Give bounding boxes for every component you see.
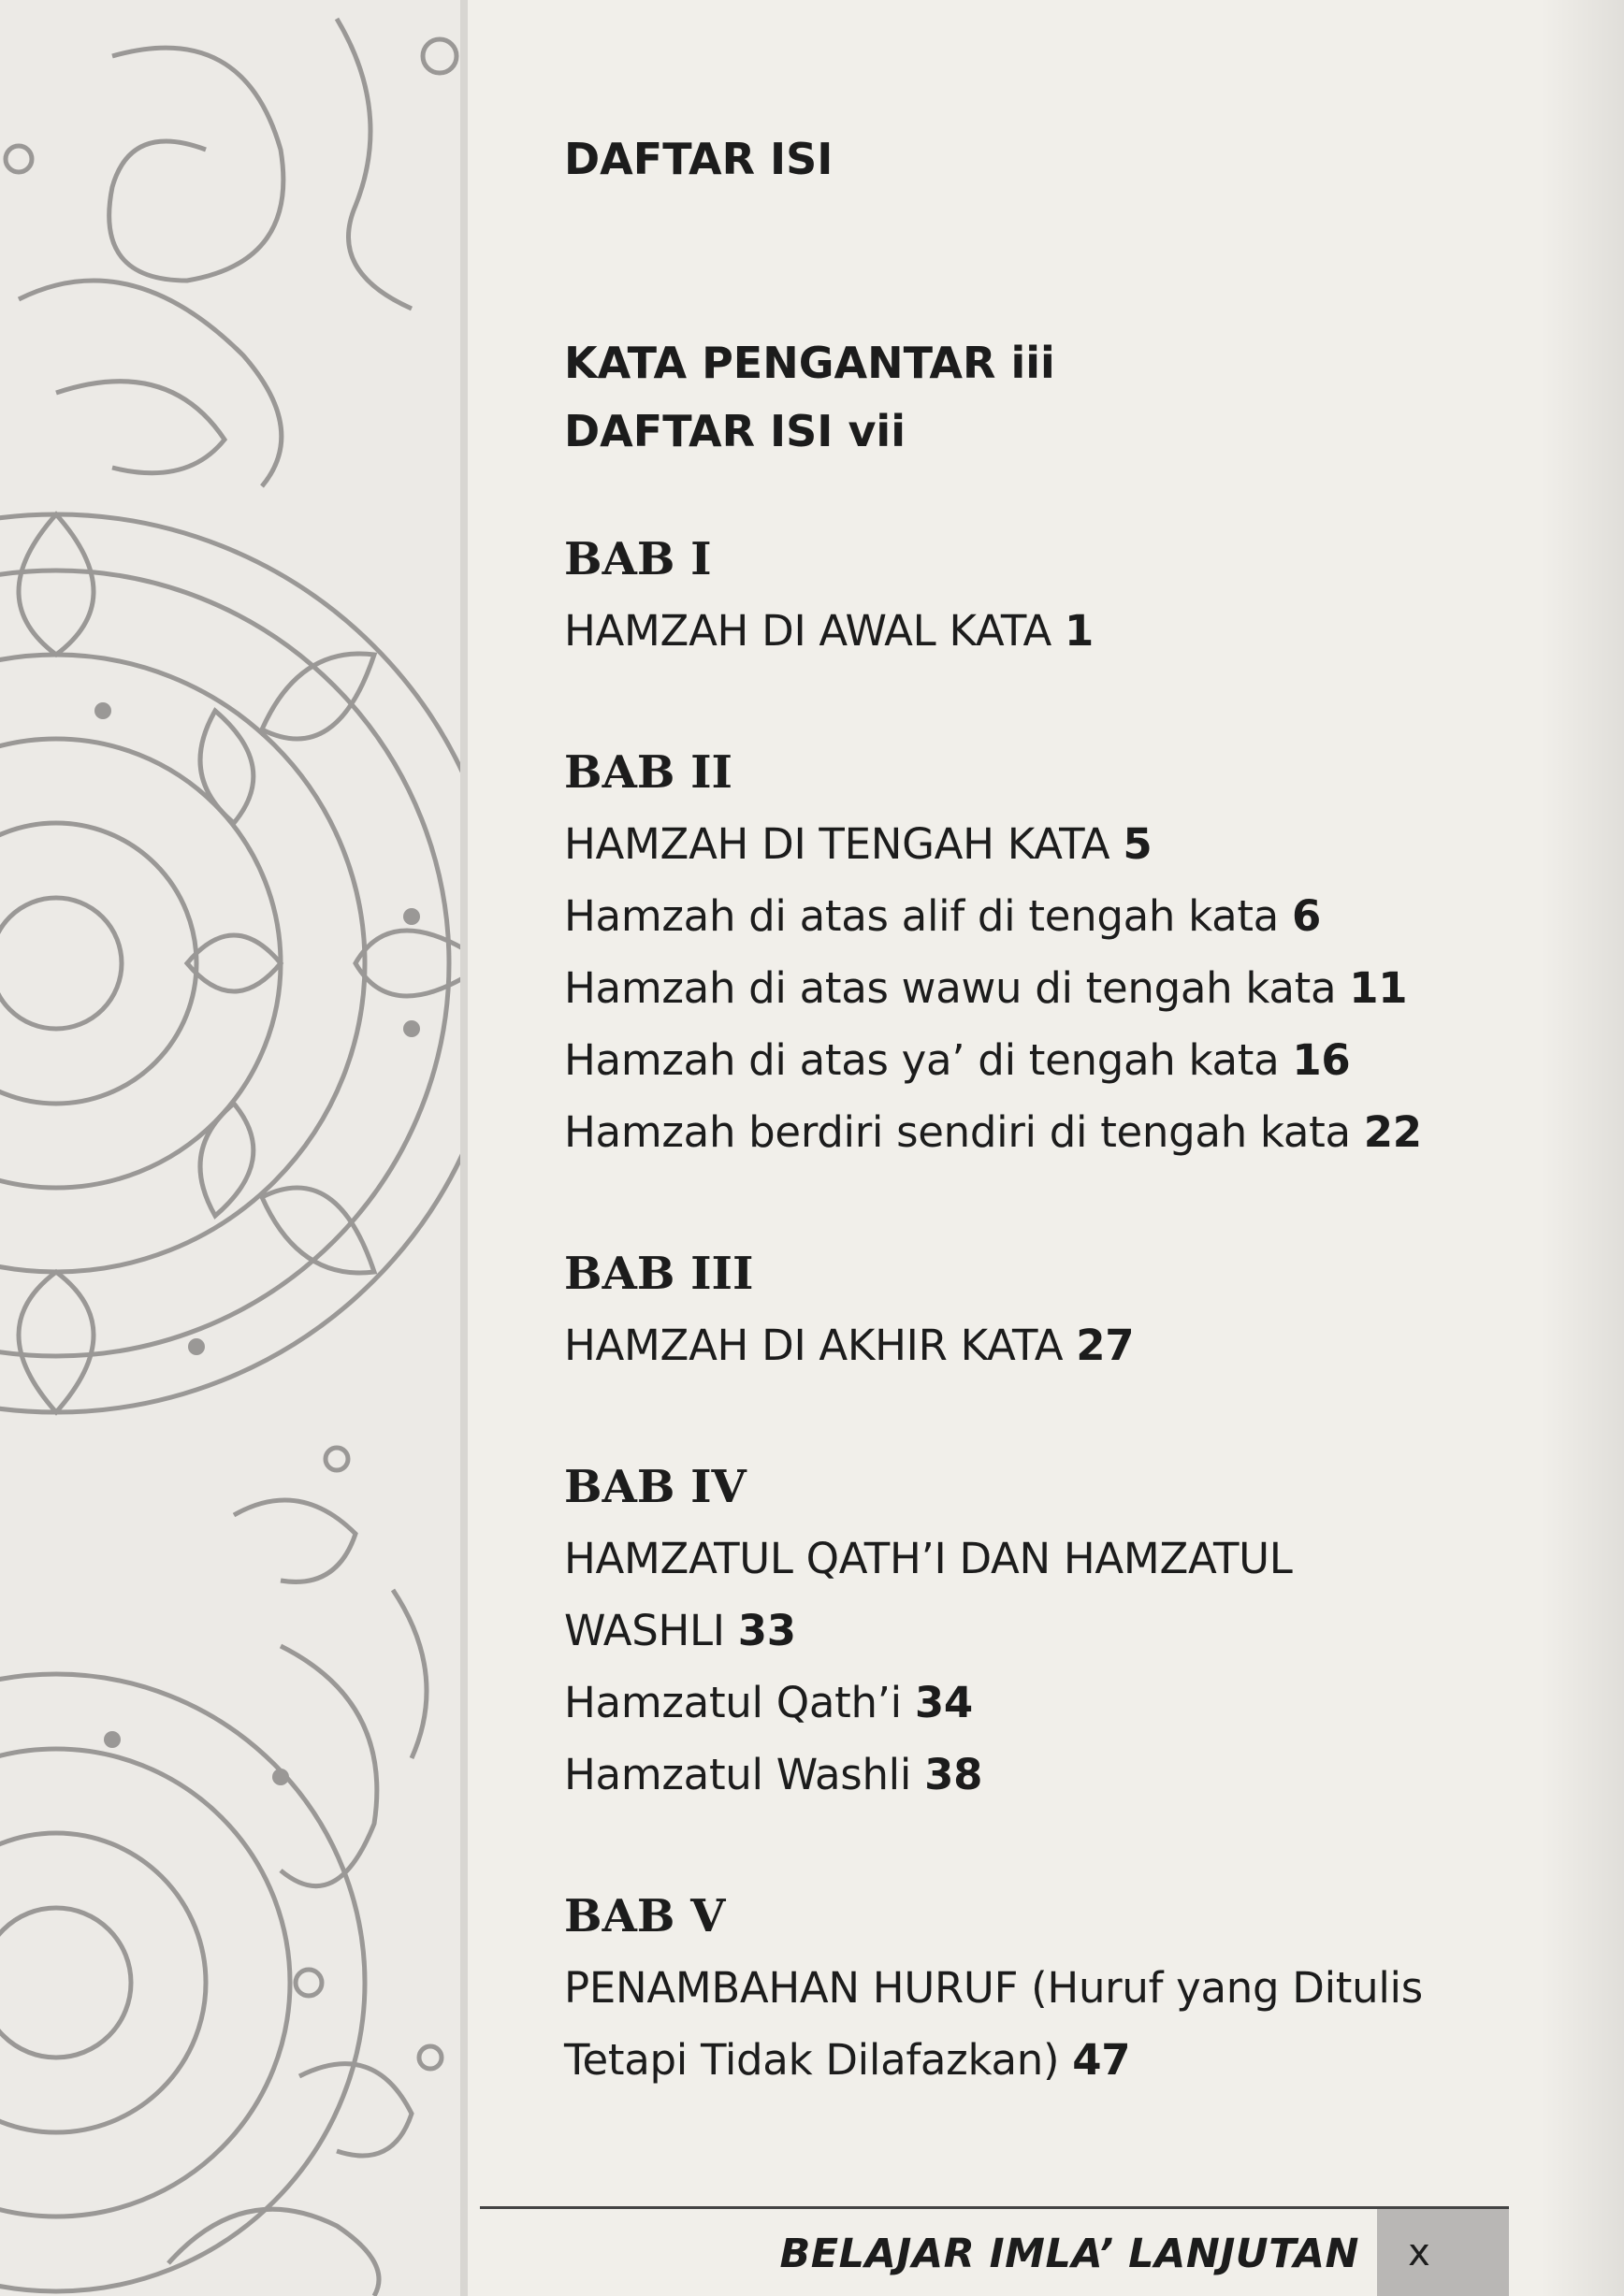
toc-entry [564,880,1500,952]
chapter-list [564,524,1500,2096]
chapter-label: BAB III [564,1248,754,1300]
page-title: DAFTAR ISI [564,134,834,184]
page-edge-shadow [1540,0,1624,2296]
front-matter-list [564,329,1500,466]
toc-entry [564,1739,1500,1811]
toc-entry-title: WASHLI [564,1606,725,1655]
page-footer [480,2206,1509,2296]
toc-chapter [564,1881,1500,2096]
toc-entry-page: 1 [1065,606,1095,656]
toc-entry [564,808,1500,880]
toc-entry-page: 16 [1292,1035,1351,1085]
toc-chapter [564,737,1500,1168]
toc-entry [564,2024,1500,2096]
toc-entry-page: 34 [914,1678,973,1727]
toc-entry [564,952,1500,1024]
toc-entry [564,1523,1500,1595]
toc-entry [564,1309,1500,1381]
toc-entry-title: PENAMBAHAN HURUF (Huruf yang Ditulis [564,1963,1423,2013]
toc-entry-title: Tetapi Tidak Dilafazkan) [564,2035,1060,2085]
toc-entry-page: 47 [1072,2035,1131,2085]
mandala-pattern-icon [0,0,466,2296]
toc-entry [564,1667,1500,1739]
toc-front-entry [564,397,1500,466]
toc-entry-title: HAMZAH DI TENGAH KATA [564,819,1110,869]
page-number: x [1408,2231,1430,2274]
toc-chapter [564,524,1500,667]
toc-entry-page: 22 [1363,1107,1422,1157]
toc-entry-title: Hamzah di atas wawu di tengah kata [564,963,1337,1013]
floral-ornament-border [0,0,466,2296]
toc-entry [564,1595,1500,1667]
toc-chapter [564,1238,1500,1381]
toc-entry-title: HAMZAH DI AWAL KATA [564,606,1052,656]
ornament-edge-divider [460,0,468,2296]
toc-entry [564,1024,1500,1096]
chapter-label: BAB II [564,746,732,799]
footer-rule [480,2206,1509,2209]
toc-entry-title: Hamzah di atas alif di tengah kata [564,891,1279,941]
running-footer-title: BELAJAR IMLA’ LANJUTAN [779,2231,1359,2277]
toc-entry-page: iii [1010,338,1055,388]
toc-entry-title: Hamzah di atas ya’ di tengah kata [564,1035,1280,1085]
page-number-box [1377,2209,1509,2296]
toc-entry-page: 38 [924,1750,983,1799]
toc-entry-title: KATA PENGANTAR [564,338,996,388]
toc-entry-page: 11 [1349,963,1408,1013]
toc-entry-title: Hamzatul Qath’i [564,1678,902,1727]
toc-entry [564,595,1500,667]
toc-entry [564,1096,1500,1168]
toc-front-entry [564,329,1500,397]
toc-entry-page: 33 [737,1606,796,1655]
toc-entry-title: DAFTAR ISI [564,406,834,456]
toc-entry-page: 27 [1076,1321,1135,1370]
table-of-contents [564,131,1500,2166]
toc-entry-title: Hamzatul Washli [564,1750,912,1799]
toc-entry [564,1952,1500,2024]
toc-entry-title: HAMZATUL QATH’I DAN HAMZATUL [564,1534,1293,1583]
toc-entry-title: Hamzah berdiri sendiri di tengah kata [564,1107,1351,1157]
toc-entry-page: vii [848,406,906,456]
toc-chapter [564,1451,1500,1811]
chapter-label: BAB I [564,533,712,585]
chapter-label: BAB IV [564,1461,747,1513]
toc-entry-title: HAMZAH DI AKHIR KATA [564,1321,1064,1370]
chapter-label: BAB V [564,1890,726,1942]
toc-entry-page: 6 [1291,891,1321,941]
toc-entry-page: 5 [1123,819,1153,869]
